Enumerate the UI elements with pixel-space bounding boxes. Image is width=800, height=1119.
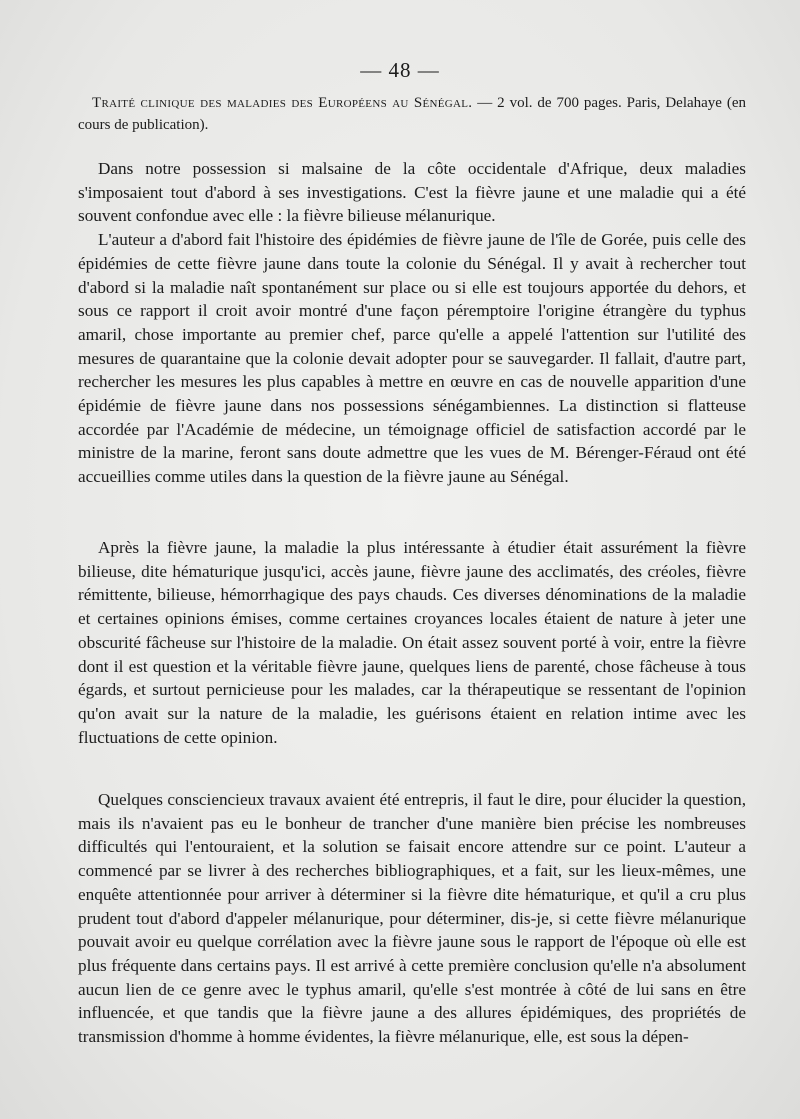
book-title: Traité clinique des maladies des Européens au Sénégal. bbox=[92, 95, 473, 111]
paragraph-yellow-fever: L'auteur a d'abord fait l'histoire des épidémies de fièvre jaune de l'île de Gorée, puis celle des épidémies de cette fièvre jaune dans toute la colonie du Sénégal. Il y avait à rechercher tout d'abord si la maladie naît spontanément sur place ou si elle est toujours apportée du dehors, et sous ce rapport il croit avoir montré d'une façon péremptoire l'origine étrangère du typhus amaril, chose importante au premier chef, parce qu'elle a appelé l'attention sur l'utilité des mesures de quarantaine que la colonie devait adopter pour se sauvegarder. Il fallait, d'autre part, rechercher les mesures les plus capables à mettre en œuvre en cas de nouvelle apparition d'une épidémie de fièvre jaune dans nos possessions sénégambiennes. La distinction si flatteuse accordée par l'Académie de médecine, un témoignage officiel de satisfaction accordé par le ministre de la marine, feront sans doute admettre que les vues de M. Bérenger-Féraud ont été accueillies comme utiles dans la question de la fièvre jaune au Sénégal. bbox=[78, 230, 746, 487]
paragraph-block-2 bbox=[78, 536, 746, 749]
paragraph-block-3 bbox=[78, 788, 746, 1049]
paragraph-bilious-fever: Après la fièvre jaune, la maladie la plus intéressante à étudier était assurément la fièvre bilieuse, dite hématurique jusqu'ici, accès jaune, fièvre jaune des acclimatés, des créoles, fièvre rémittente, bilieuse, hémorrhagique des pays chauds. Ces diverses dénominations de la maladie et certaines opinions émises, comme certaines croyances locales étaient de nature à jeter une obscurité fâcheuse sur l'histoire de la maladie. On était assez souvent porté à voir, entre la fièvre dont il est question et la véritable fièvre jaune, quelques liens de parenté, chose fâcheuse à tous égards, et surtout pernicieuse pour les malades, car la thérapeutique se ressentant de l'opinion qu'on avait sur la nature de la maladie, les guérisons étaient en relation intime avec les fluctuations de cette opinion. bbox=[78, 538, 746, 747]
paragraph-intro: Dans notre possession si malsaine de la côte occidentale d'Afrique, deux maladies s'imposaient tout d'abord à ses investigations. C'est la fièvre jaune et une maladie qui a été souvent confondue avec elle : la fièvre bilieuse mélanurique. bbox=[78, 159, 746, 226]
page-number: — 48 — bbox=[360, 58, 440, 82]
paragraph-research: Quelques consciencieux travaux avaient été entrepris, il faut le dire, pour élucider la question, mais ils n'avaient pas eu le bonheur de trancher d'une manière bien précise les nombreuses difficultés qui l'entouraient, et la solution se faisait encore attendre sur ce point. L'auteur a commencé par se livrer à des recherches bibliographiques, et a fait, sur les lieux-mêmes, une enquête attentionnée pour arriver à déterminer si la fièvre dite hématurique, et qu'il a cru plus prudent tout d'abord d'appeler mélanurique, pour déterminer, dis-je, si cette fièvre mélanurique pouvait avoir eu quelque corrélation avec la fièvre jaune sous le rapport de l'époque où elle est plus fréquente dans certains pays. Il est arrivé à cette première conclusion qu'elle n'a absolument aucun lien de ce genre avec le typhus amaril, qu'elle s'est montrée à côté de lui sans en être influencée, et que tandis que la fièvre jaune a des allures épidémiques, des propriétés de transmission d'homme à homme évidentes, la fièvre mélanurique, elle, est sous la dépen- bbox=[78, 790, 746, 1047]
paragraph-block-1 bbox=[78, 157, 746, 489]
book-details: — 2 vol. de 700 pages. Paris, Delahaye (en cours de publication). bbox=[78, 95, 747, 133]
bibliographic-reference bbox=[78, 92, 746, 136]
reference-line bbox=[78, 92, 746, 136]
